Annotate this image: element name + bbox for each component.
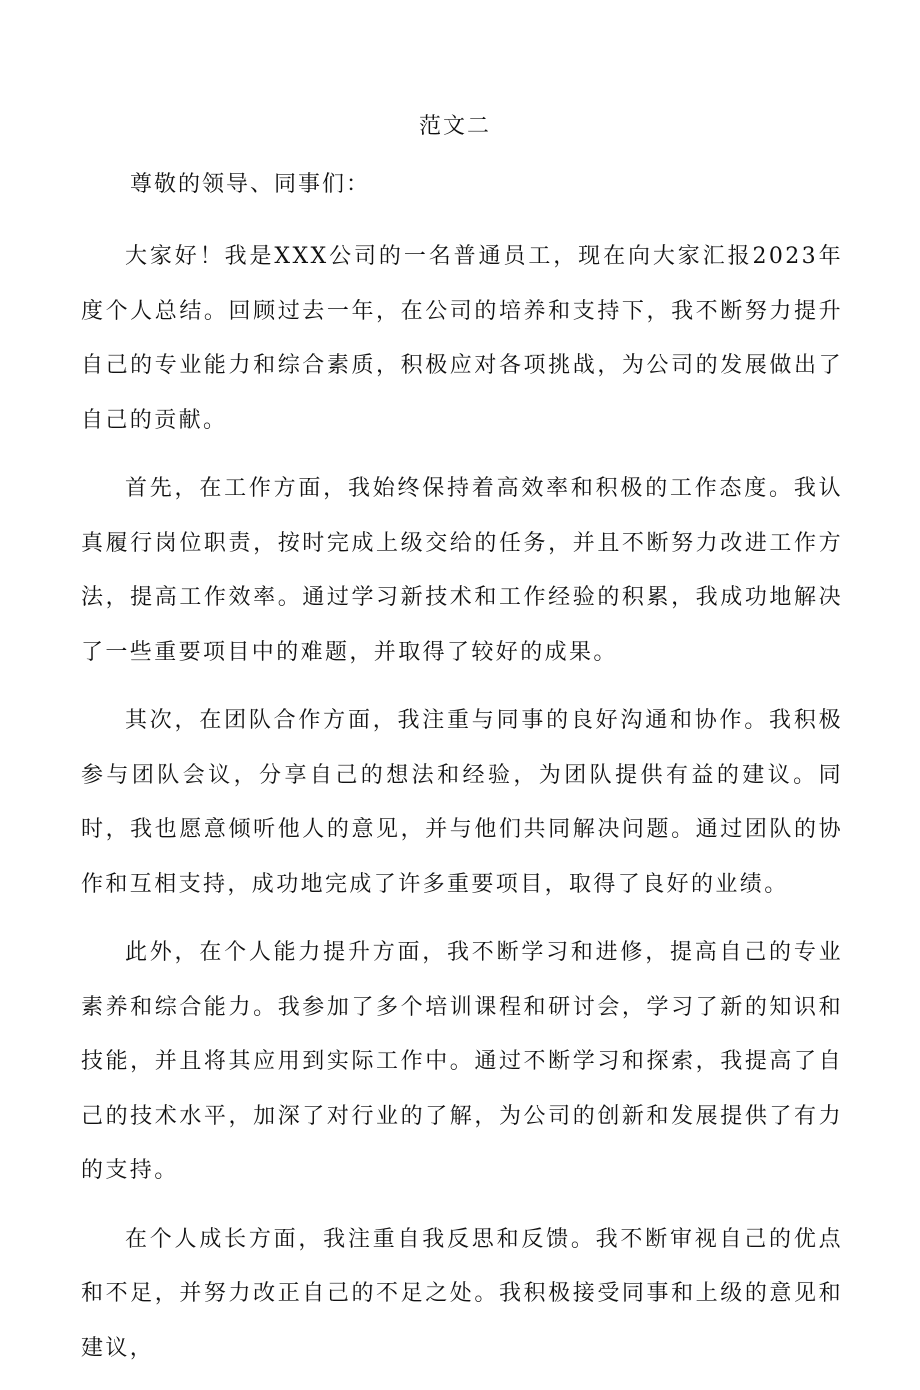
paragraph-growth: 在个人成长方面，我注重自我反思和反馈。我不断审视自己的优点和不足，并努力改正自己的不足之处。我积极接受同事和上级的意见和建议， <box>81 1226 843 1361</box>
salutation: 尊敬的领导、同事们： <box>130 172 371 197</box>
paragraph-intro: 大家好！我是XXX公司的一名普通员工，现在向大家汇报2023年度个人总结。回顾过去一年，在公司的培养和支持下，我不断努力提升自己的专业能力和综合素质，积极应对各项挑战，为公司的发展做出了自己的贡献。 <box>81 244 843 433</box>
paragraph-ability: 此外，在个人能力提升方面，我不断学习和进修，提高自己的专业素养和综合能力。我参加了多个培训课程和研讨会，学习了新的知识和技能，并且将其应用到实际工作中。通过不断学习和探索，我提高了自己的技术水平，加深了对行业的了解，为公司的创新和发展提供了有力的支持。 <box>81 940 843 1183</box>
paragraph-teamwork: 其次，在团队合作方面，我注重与同事的良好沟通和协作。我积极参与团队会议，分享自己的想法和经验，为团队提供有益的建议。同时，我也愿意倾听他人的意见，并与他们共同解决问题。通过团队的协作和互相支持，成功地完成了许多重要项目，取得了良好的业绩。 <box>81 708 843 897</box>
document-title: 范文二 <box>418 114 491 139</box>
paragraph-work: 首先，在工作方面，我始终保持着高效率和积极的工作态度。我认真履行岗位职责，按时完成上级交给的任务，并且不断努力改进工作方法，提高工作效率。通过学习新技术和工作经验的积累，我成功地解决了一些重要项目中的难题，并取得了较好的成果。 <box>81 476 843 665</box>
document-body <box>81 230 843 1390</box>
